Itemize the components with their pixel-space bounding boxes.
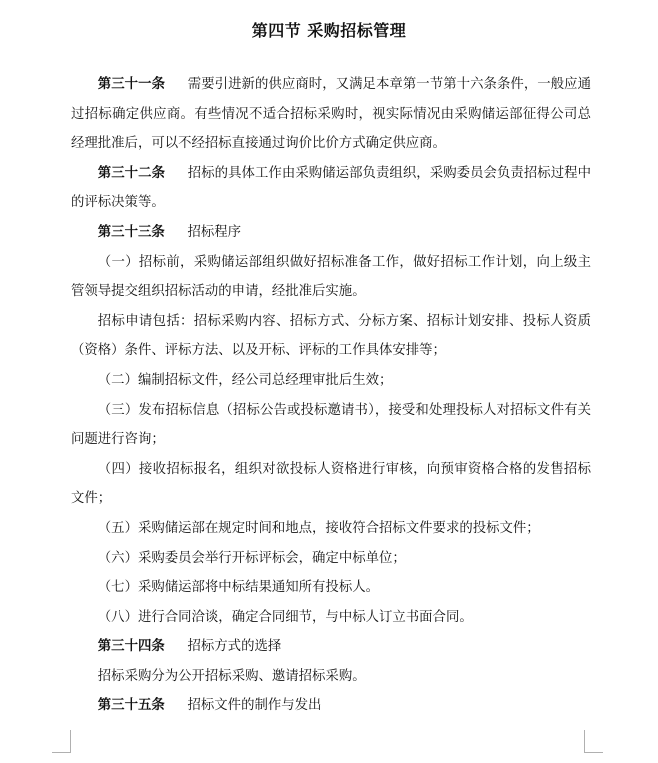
procedure-step-7 (71, 573, 591, 603)
procedure-step-6 (71, 544, 591, 574)
paragraph-text: （一）招标前，采购储运部组织做好招标准备工作，做好招标工作计划，向上级主管领导提交组织招标活动的申请，经批准后实施。 (71, 254, 591, 300)
article-number: 第三十一条 (97, 77, 166, 92)
procedure-step-3 (71, 396, 591, 455)
page-corner-mark-right (584, 730, 603, 753)
paragraph-text: （二）编制招标文件，经公司总经理审批后生效； (97, 372, 393, 388)
article-32-paragraph (71, 159, 591, 218)
paragraph-text: 招标文件的制作与发出 (187, 698, 322, 714)
article-number: 第三十五条 (97, 698, 165, 714)
paragraph-text: （六）采购委员会举行开标评标会，确定中标单位； (97, 550, 406, 566)
paragraph-text: 招标的具体工作由采购储运部负责组织，采购委员会负责招标过程中的评标决策等。 (71, 165, 592, 211)
paragraph-text: 招标采购分为公开招标采购、邀请招标采购。 (97, 668, 366, 684)
tender-methods (71, 662, 591, 692)
procedure-step-2 (71, 366, 591, 396)
section-title: 第四节 采购招标管理 (251, 21, 407, 40)
paragraph-text: （四）接收招标报名，组织对欲投标人资格进行审核，向预审资格合格的发售招标文件； (71, 461, 591, 507)
paragraph-text: （五）采购储运部在规定时间和地点，接收符合招标文件要求的投标文件； (97, 520, 540, 536)
page-corner-mark-left (52, 730, 71, 753)
procedure-step-5 (71, 514, 591, 544)
article-number: 第三十四条 (97, 639, 165, 655)
article-33-paragraph (71, 218, 591, 248)
article-number: 第三十三条 (97, 224, 165, 240)
paragraph-text: （七）采购储运部将中标结果通知所有投标人。 (97, 580, 379, 596)
article-34-paragraph (71, 632, 591, 662)
application-contents (71, 307, 591, 366)
paragraph-text: 招标方式的选择 (187, 639, 282, 655)
paragraph-text: （三）发布招标信息（招标公告或投标邀请书），接受和处理投标人对招标文件有关问题进行咨询； (71, 402, 591, 448)
paragraph-text: （八）进行合同洽谈，确定合同细节，与中标人订立书面合同。 (97, 609, 473, 625)
paragraph-text: 需要引进新的供应商时，又满足本章第一节第十六条条件，一般应通过招标确定供应商。有些情况不适合招标采购时，视实际情况由采购储运部征得公司总经理批准后，可以不经招标直接通过询价比价方式确定供应商。 (71, 77, 592, 152)
procedure-step-8 (71, 603, 591, 633)
procedure-step-4 (71, 455, 591, 514)
paragraph-text: 招标申请包括：招标采购内容、招标方式、分标方案、招标计划安排、投标人资质（资格）条件、评标方法、以及开标、评标的工作具体安排等； (71, 313, 591, 359)
document-body (71, 70, 591, 721)
procedure-step-1 (71, 248, 591, 307)
article-number: 第三十二条 (97, 165, 166, 181)
paragraph-text: 招标程序 (187, 224, 242, 240)
article-31-paragraph (71, 70, 591, 159)
article-35-paragraph (71, 691, 591, 721)
